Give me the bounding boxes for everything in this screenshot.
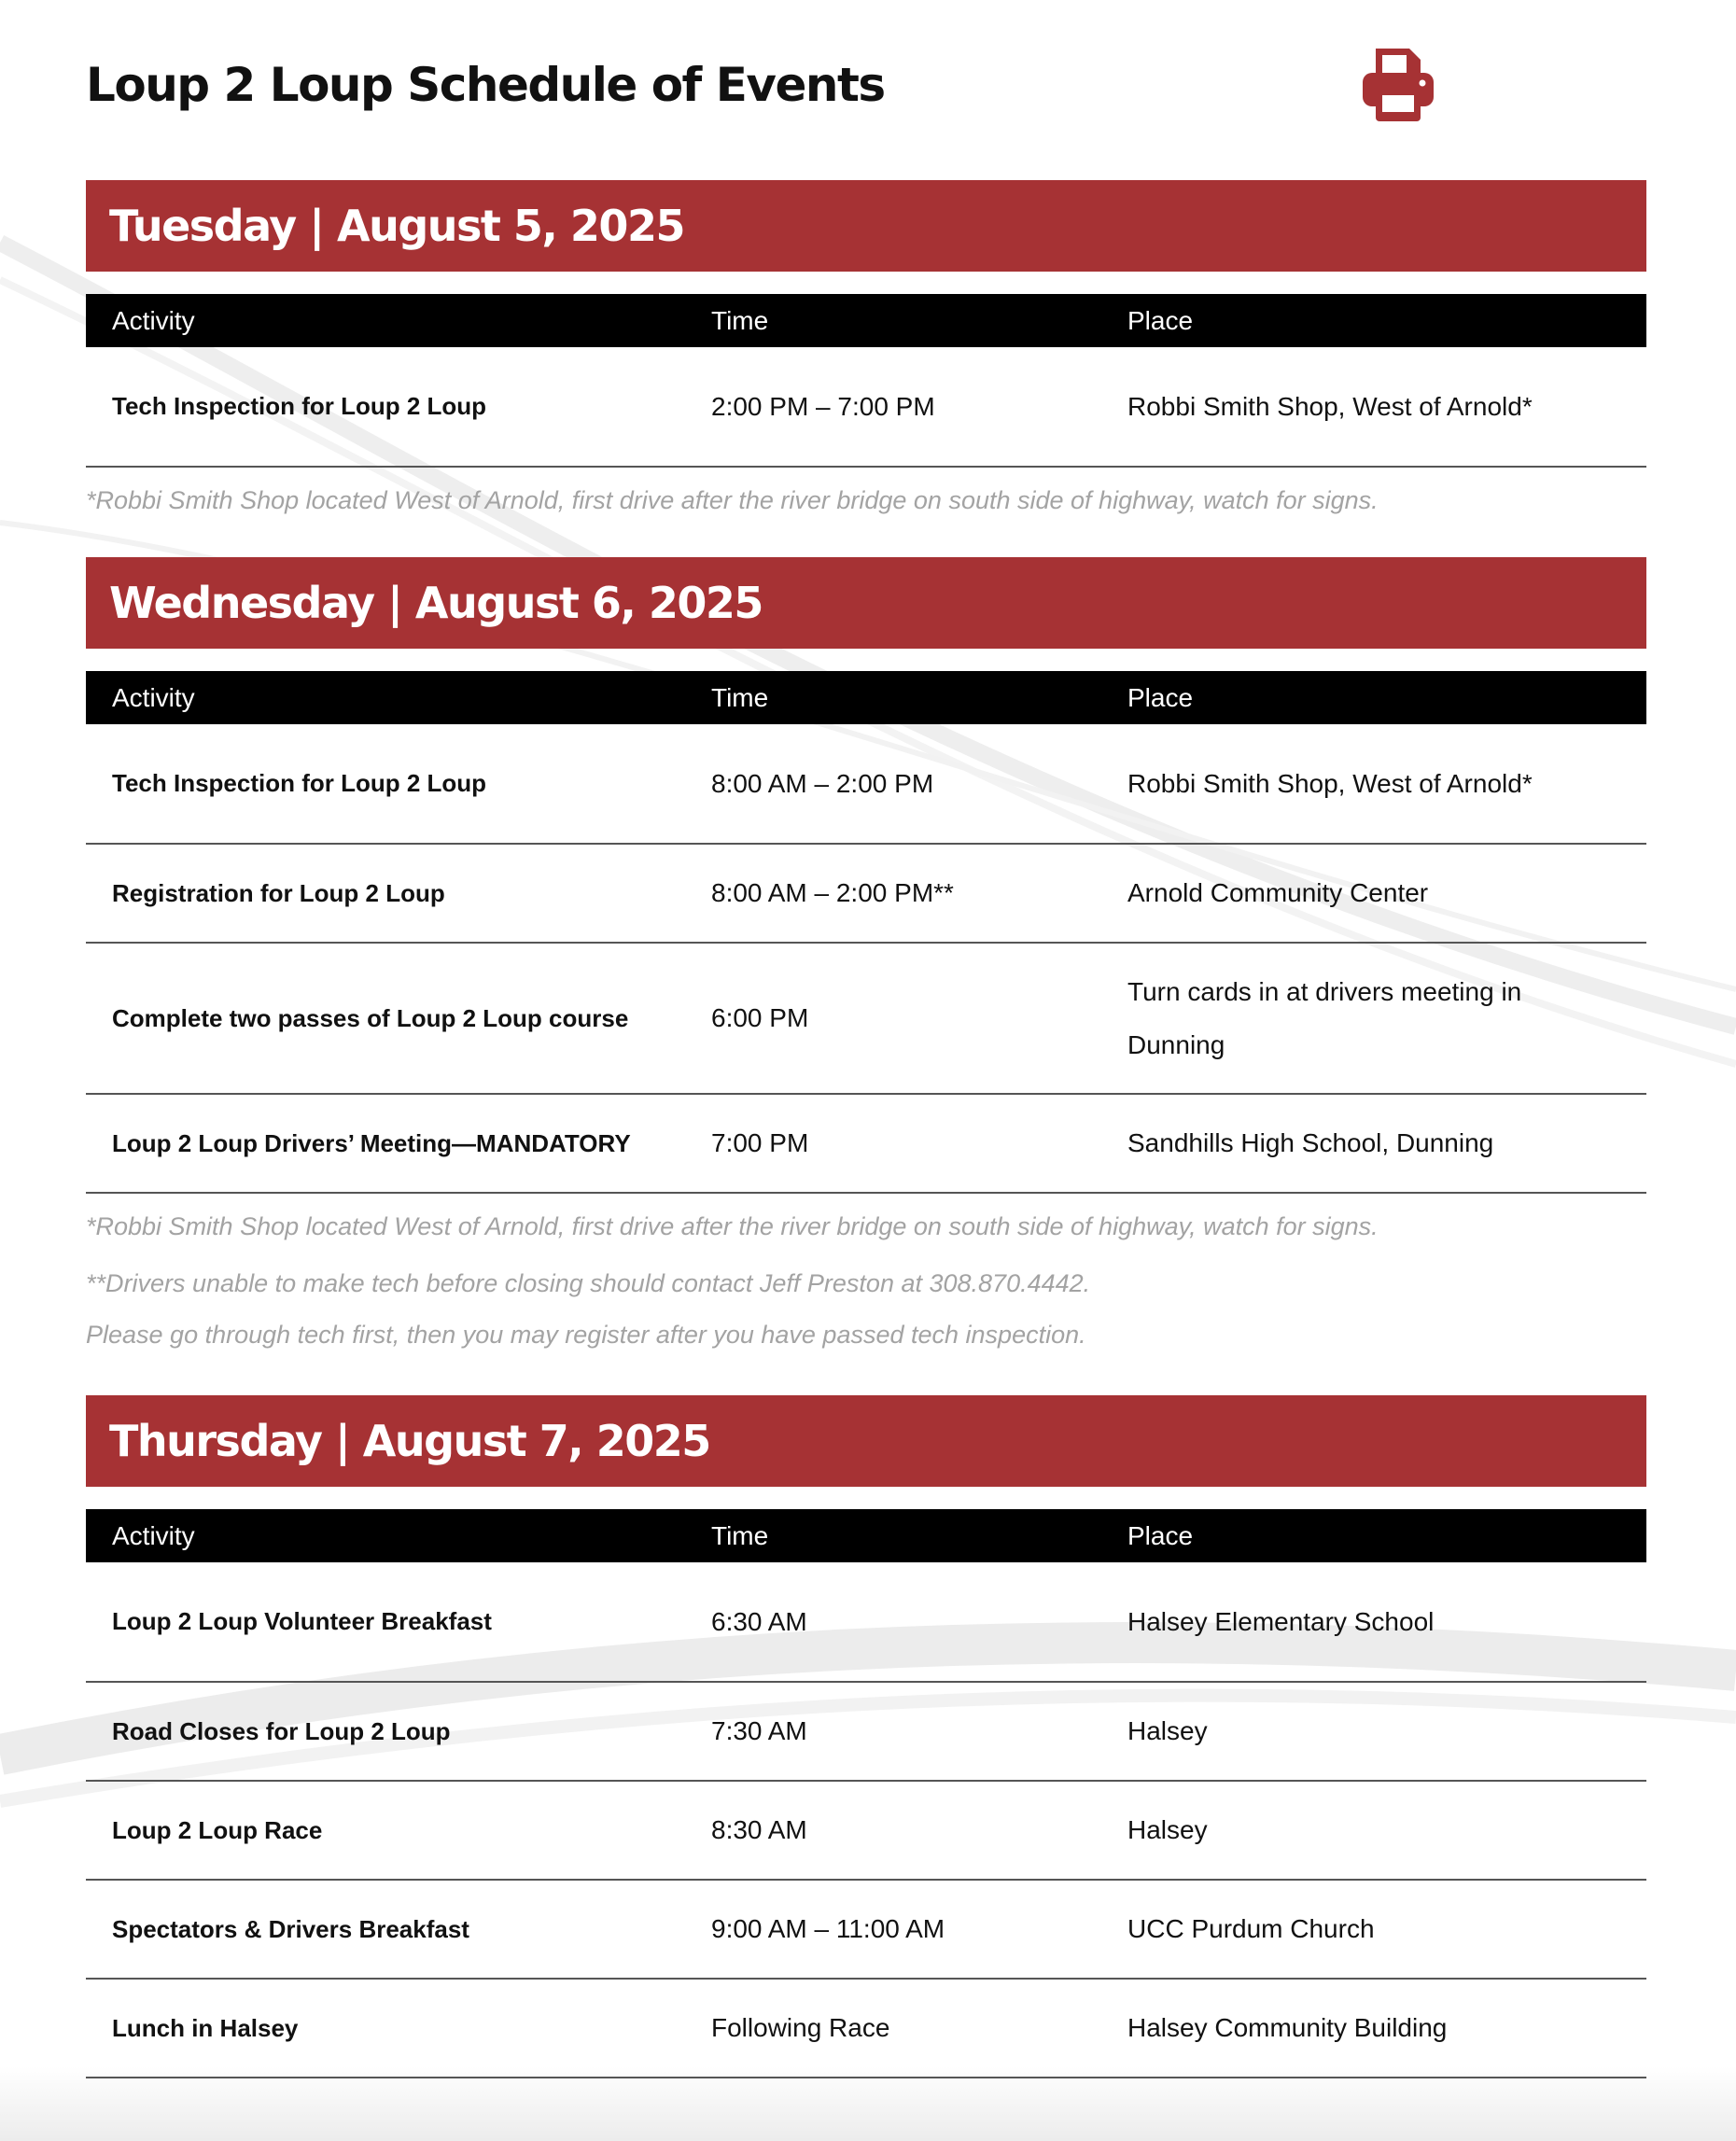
table-header-row: [86, 1509, 1646, 1562]
column-header-place: Place: [1127, 1520, 1194, 1550]
table-row: [86, 944, 1646, 1095]
place-cell: Robbi Smith Shop, West of Arnold*: [1127, 391, 1533, 421]
time-cell: 8:00 AM – 2:00 PM**: [711, 878, 954, 907]
place-cell: Turn cards in at drivers meeting in Dunning: [1127, 977, 1522, 1059]
time-cell: 7:00 PM: [711, 1128, 809, 1157]
time-cell: 6:00 PM: [711, 1003, 809, 1032]
place-cell: UCC Purdum Church: [1127, 1914, 1375, 1943]
footnote: *Robbi Smith Shop located West of Arnold, first drive after the river bridge on south side of highway, watch for signs.: [86, 1212, 1379, 1240]
time-cell: 8:00 AM – 2:00 PM: [711, 768, 934, 798]
column-header-activity: Activity: [112, 682, 195, 712]
place-cell: Halsey Elementary School: [1127, 1606, 1435, 1636]
activity-cell: Spectators & Drivers Breakfast: [112, 1914, 469, 1943]
time-cell: Following Race: [711, 2013, 890, 2042]
time-cell: 2:00 PM – 7:00 PM: [711, 391, 935, 421]
place-cell: Halsey Community Building: [1127, 2013, 1448, 2042]
schedule-table: [86, 1509, 1646, 2078]
table-row: [86, 1562, 1646, 1683]
day-heading: Thursday | August 7, 2025: [86, 1395, 1646, 1487]
footnote: Please go through tech first, then you may register after you have passed tech inspection.: [86, 1321, 1086, 1349]
table-header-row: [86, 294, 1646, 347]
activity-cell: Complete two passes of Loup 2 Loup course: [112, 1003, 629, 1032]
printer-icon: [1359, 45, 1437, 123]
activity-cell: Tech Inspection for Loup 2 Loup: [112, 392, 487, 420]
table-row: [86, 845, 1646, 944]
activity-cell: Loup 2 Loup Race: [112, 1815, 323, 1844]
table-row: [86, 1782, 1646, 1881]
place-cell: Robbi Smith Shop, West of Arnold*: [1127, 768, 1533, 798]
activity-cell: Lunch in Halsey: [112, 2013, 299, 2042]
table-row: [86, 724, 1646, 845]
schedule-table: [86, 294, 1646, 468]
column-header-place: Place: [1127, 305, 1194, 335]
place-cell: Arnold Community Center: [1127, 878, 1429, 907]
table-row: [86, 347, 1646, 468]
activity-cell: Tech Inspection for Loup 2 Loup: [112, 769, 487, 797]
activity-cell: Loup 2 Loup Volunteer Breakfast: [112, 1607, 492, 1635]
page-title: Loup 2 Loup Schedule of Events: [86, 58, 885, 112]
day-section-tuesday: [86, 180, 1646, 515]
day-heading: Wednesday | August 6, 2025: [86, 557, 1646, 649]
time-cell: 7:30 AM: [711, 1716, 807, 1745]
column-header-time: Time: [711, 682, 769, 712]
activity-cell: Loup 2 Loup Drivers’ Meeting—MANDATORY: [112, 1128, 631, 1157]
footnote: **Drivers unable to make tech before closing should contact Jeff Preston at 308.870.4442.: [86, 1269, 1091, 1297]
column-header-activity: Activity: [112, 1520, 195, 1550]
column-header-time: Time: [711, 305, 769, 335]
activity-cell: Road Closes for Loup 2 Loup: [112, 1716, 451, 1745]
footnote: *Robbi Smith Shop located West of Arnold, first drive after the river bridge on south side of highway, watch for signs.: [86, 486, 1379, 514]
place-cell: Halsey: [1127, 1716, 1208, 1745]
print-button[interactable]: [1359, 45, 1437, 123]
day-heading: Tuesday | August 5, 2025: [86, 180, 1646, 272]
table-row: [86, 1980, 1646, 2078]
activity-cell: Registration for Loup 2 Loup: [112, 878, 445, 907]
day-section-thursday: [86, 1395, 1646, 2078]
column-header-place: Place: [1127, 682, 1194, 712]
place-cell: Sandhills High School, Dunning: [1127, 1128, 1494, 1157]
table-row: [86, 1095, 1646, 1194]
column-header-activity: Activity: [112, 305, 195, 335]
table-row: [86, 1683, 1646, 1782]
place-cell: Halsey: [1127, 1815, 1208, 1844]
day-section-wednesday: [86, 557, 1646, 1350]
table-row: [86, 1881, 1646, 1980]
time-cell: 9:00 AM – 11:00 AM: [711, 1914, 945, 1943]
table-header-row: [86, 671, 1646, 724]
time-cell: 8:30 AM: [711, 1815, 807, 1844]
time-cell: 6:30 AM: [711, 1606, 807, 1636]
column-header-time: Time: [711, 1520, 769, 1550]
schedule-table: [86, 671, 1646, 1194]
